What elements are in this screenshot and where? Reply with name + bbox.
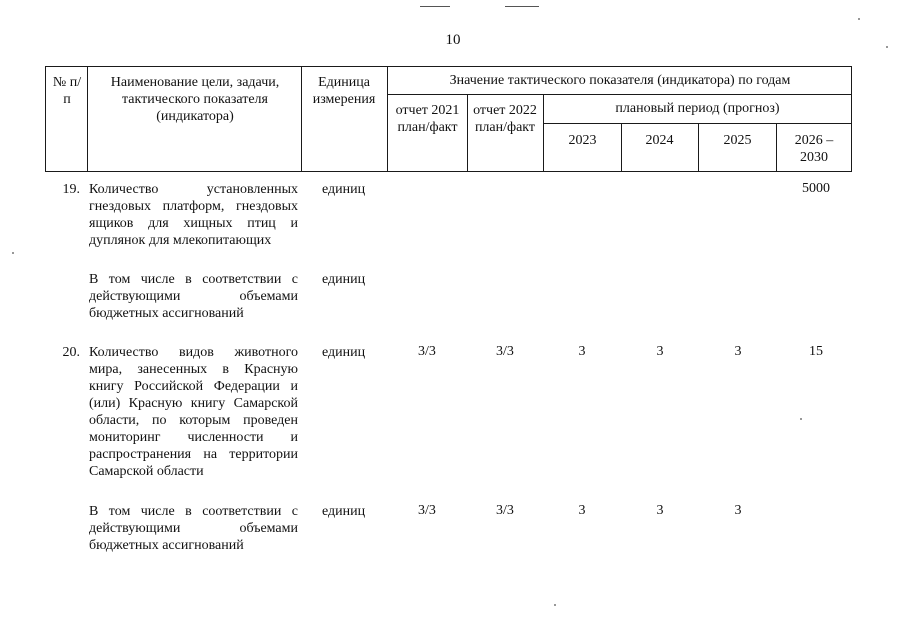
page-number: 10 — [445, 32, 461, 48]
row-19-val-2026-2030: 5000 — [802, 181, 830, 196]
header-report-2021: отчет 2021 план/факт — [395, 103, 460, 135]
row-20-val-2025: 3 — [734, 344, 742, 359]
header-year-2025: 2025 — [723, 133, 752, 148]
row-19-name: Количество установленных гнездовых платформ, гнездовых ящиков для хищных птиц и дуплянок для млекопитающих — [89, 182, 298, 248]
row-20-val-2023: 3 — [578, 344, 586, 359]
row-20-sub-val-2023: 3 — [578, 503, 586, 518]
row-19-unit: единиц — [322, 182, 366, 197]
header-report-2022: отчет 2022 план/факт — [473, 103, 537, 135]
header-plan-period: плановый период (прогноз) — [615, 101, 780, 116]
header-num: № п/п — [52, 75, 82, 107]
row-20-sub-val-2022: 3/3 — [496, 503, 514, 518]
header-year-2024: 2024 — [645, 133, 674, 148]
row-19-num: 19. — [62, 182, 80, 197]
row-20-sub-val-2025: 3 — [734, 503, 742, 518]
header-unit: Единица измерения — [312, 75, 376, 107]
row-20-val-2021: 3/3 — [418, 344, 436, 359]
row-20-sub-name: В том числе в соответствии с действующими объемами бюджетных ассигнований — [89, 504, 298, 553]
row-20-name: Количество видов животного мира, занесенных в Красную книгу Российской Федерации и (или) Красную книгу Самарской области, по которым проведен мониторинг численности и распространения на территории Самарской области — [89, 345, 298, 479]
header-year-2026-2030: 2026 – 2030 — [794, 133, 834, 165]
row-20-val-2024: 3 — [656, 344, 664, 359]
row-19-sub-unit: единиц — [322, 272, 366, 287]
row-20-val-2026-2030: 15 — [809, 344, 823, 359]
row-19-sub-name: В том числе в соответствии с действующими объемами бюджетных ассигнований — [89, 272, 298, 321]
row-20-sub-val-2021: 3/3 — [418, 503, 436, 518]
header-year-2023: 2023 — [568, 133, 597, 148]
row-20-sub-val-2024: 3 — [656, 503, 664, 518]
header-values-title: Значение тактического показателя (индикатора) по годам — [449, 73, 791, 88]
row-20-unit: единиц — [322, 345, 366, 360]
header-name: Наименование цели, задачи, тактического показателя (индикатора) — [110, 75, 280, 124]
row-20-val-2022: 3/3 — [496, 344, 514, 359]
row-20-sub-unit: единиц — [322, 504, 366, 519]
row-20-num: 20. — [62, 345, 80, 360]
